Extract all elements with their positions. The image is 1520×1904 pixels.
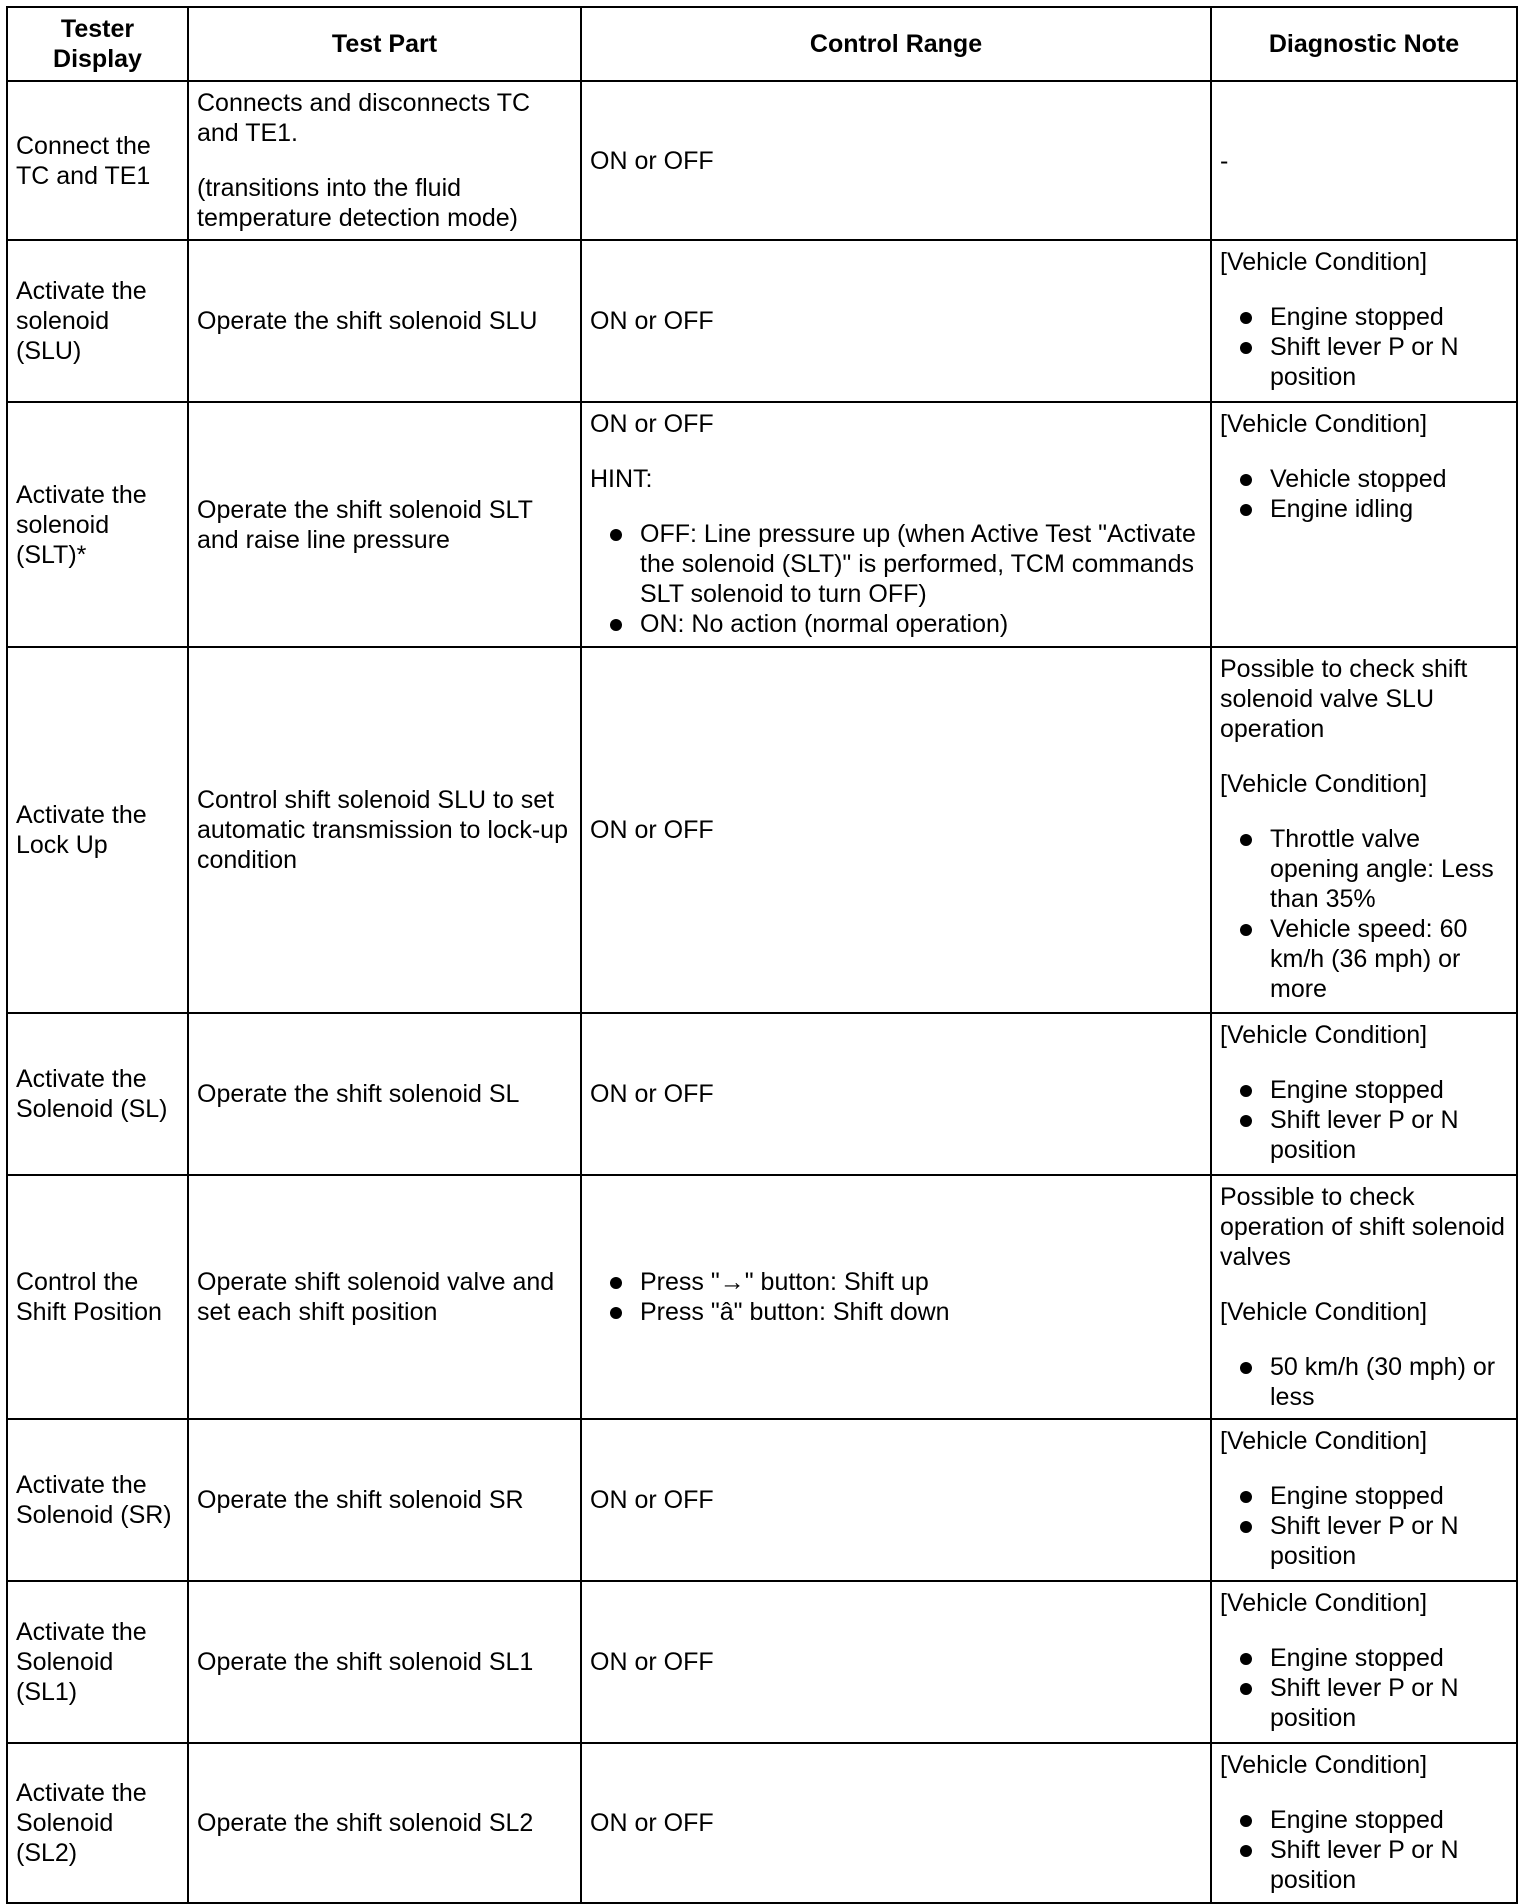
tester-display-cell: Activate the Solenoid (SR) [7,1419,188,1581]
vehicle-condition-label: [Vehicle Condition] [1220,770,1428,798]
tester-display-cell: Activate the Lock Up [7,647,188,1013]
test-part-cell [188,1743,581,1903]
control-range-value: ON or OFF [590,146,714,175]
control-range-cell [581,1175,1211,1419]
control-range-value: ON or OFF [590,1648,714,1676]
table-row-connect-the-tc-and-te1 [7,81,1517,240]
control-range-value: ON or OFF [590,410,714,438]
test-part-cell [188,402,581,647]
vehicle-condition-label: [Vehicle Condition] [1220,410,1428,438]
note-text: Possible to check operation of shift solenoid valves [1220,1183,1505,1271]
condition-bullet-item: Vehicle stopped [1220,464,1508,494]
condition-bullet-item: Shift lever P or N position [1220,1673,1508,1733]
control-range-bullet-item: ON: No action (normal operation) [590,609,1202,639]
header-control-range: Control Range [581,7,1211,81]
control-range-bullet-item: Press "â" button: Shift down [590,1297,1202,1327]
test-part-cell [188,647,581,1013]
condition-bullets [1220,1643,1508,1733]
diagnostic-note-cell [1211,1419,1517,1581]
control-range-bullets [590,519,1202,639]
tester-display-cell: Activate the solenoid (SLT)* [7,402,188,647]
diagnostic-note-cell [1211,1743,1517,1903]
condition-bullets [1220,1352,1508,1412]
control-range-bullet-item: Press "→" button: Shift up [590,1267,1202,1297]
condition-bullet-item: Engine stopped [1220,1805,1508,1835]
condition-bullets [1220,824,1508,1004]
hint-label: HINT: [590,465,653,493]
active-test-table [6,6,1518,1904]
test-part-cell [188,1175,581,1419]
tester-display-cell: Activate the solenoid (SLU) [7,240,188,402]
table-row-activate-the-solenoid-sl [7,1013,1517,1175]
vehicle-condition-label: [Vehicle Condition] [1220,1427,1428,1455]
vehicle-condition-label: [Vehicle Condition] [1220,1298,1428,1326]
table-row-activate-the-solenoid-sl2 [7,1743,1517,1903]
condition-bullet-item: Engine stopped [1220,302,1508,332]
condition-bullets [1220,464,1508,524]
control-range-cell [581,240,1211,402]
diagnostic-note-cell [1211,1581,1517,1743]
control-range-cell [581,1419,1211,1581]
control-range-cell [581,1743,1211,1903]
test-part-text: Operate the shift solenoid SLU [197,307,538,335]
header-row [7,7,1517,81]
test-part-text: Connects and disconnects TC and TE1. [197,89,531,147]
control-range-value: ON or OFF [590,1809,714,1837]
header-test-part: Test Part [188,7,581,81]
control-range-value: ON or OFF [590,816,714,844]
condition-bullet-item: Shift lever P or N position [1220,332,1508,392]
condition-bullet-item: Engine idling [1220,494,1508,524]
diagnostic-note-cell [1211,1175,1517,1419]
table-row-activate-the-solenoid-slu [7,240,1517,402]
control-range-value: ON or OFF [590,1486,714,1514]
control-range-bullet-item: OFF: Line pressure up (when Active Test "Activate the solenoid (SLT)" is performed, TCM commands SLT solenoid to turn OFF) [590,519,1202,609]
control-range-cell [581,1013,1211,1175]
test-part-text: Operate the shift solenoid SLT and raise line pressure [197,495,533,554]
note-text: Possible to check shift solenoid valve SLU operation [1220,655,1468,743]
condition-bullet-item: Throttle valve opening angle: Less than 35% [1220,824,1508,914]
condition-bullet-item: Shift lever P or N position [1220,1835,1508,1895]
test-part-cell [188,240,581,402]
condition-bullets [1220,1075,1508,1165]
control-range-cell [581,402,1211,647]
control-range-bullets [590,1267,1202,1327]
test-part-text: Operate shift solenoid valve and set each shift position [197,1268,555,1326]
diagnostic-note-cell [1211,402,1517,647]
test-part-text: Operate the shift solenoid SR [197,1486,524,1514]
test-part-text: Operate the shift solenoid SL [197,1080,520,1108]
test-part-cell [188,1581,581,1743]
test-part-cell [188,81,581,240]
condition-bullet-item: 50 km/h (30 mph) or less [1220,1352,1508,1412]
diagnostic-note-cell [1211,1013,1517,1175]
header-diagnostic-note: Diagnostic Note [1211,7,1517,81]
tester-display-cell: Activate the Solenoid (SL1) [7,1581,188,1743]
vehicle-condition-label: [Vehicle Condition] [1220,1589,1428,1617]
tester-display-cell: Connect the TC and TE1 [7,81,188,240]
test-part-text: (transitions into the fluid temperature detection mode) [197,174,519,232]
condition-bullet-item: Shift lever P or N position [1220,1105,1508,1165]
condition-bullet-item: Engine stopped [1220,1481,1508,1511]
header-tester-display: Tester Display [7,7,188,81]
tester-display-cell: Activate the Solenoid (SL) [7,1013,188,1175]
vehicle-condition-label: [Vehicle Condition] [1220,1021,1428,1049]
condition-bullet-item: Engine stopped [1220,1643,1508,1673]
control-range-cell [581,1581,1211,1743]
diagnostic-note-cell [1211,81,1517,240]
control-range-value: ON or OFF [590,307,714,335]
test-part-cell [188,1419,581,1581]
table-row-activate-the-lock-up [7,647,1517,1013]
table-row-activate-the-solenoid-sr [7,1419,1517,1581]
test-part-text: Operate the shift solenoid SL2 [197,1809,534,1837]
note-text: - [1220,146,1229,175]
condition-bullets [1220,1481,1508,1571]
control-range-cell [581,81,1211,240]
vehicle-condition-label: [Vehicle Condition] [1220,248,1428,276]
table-row-activate-the-solenoid-slt [7,402,1517,647]
table-row-activate-the-solenoid-sl1 [7,1581,1517,1743]
condition-bullet-item: Engine stopped [1220,1075,1508,1105]
vehicle-condition-label: [Vehicle Condition] [1220,1751,1428,1779]
diagnostic-note-cell [1211,240,1517,402]
test-part-text: Control shift solenoid SLU to set automatic transmission to lock-up condition [197,786,568,874]
condition-bullet-item: Shift lever P or N position [1220,1511,1508,1571]
tester-display-cell: Control the Shift Position [7,1175,188,1419]
condition-bullets [1220,1805,1508,1895]
control-range-cell [581,647,1211,1013]
test-part-cell [188,1013,581,1175]
diagnostic-note-cell [1211,647,1517,1013]
condition-bullets [1220,302,1508,392]
control-range-value: ON or OFF [590,1080,714,1108]
tester-display-cell: Activate the Solenoid (SL2) [7,1743,188,1903]
condition-bullet-item: Vehicle speed: 60 km/h (36 mph) or more [1220,914,1508,1004]
table-row-control-the-shift-position [7,1175,1517,1419]
test-part-text: Operate the shift solenoid SL1 [197,1648,534,1676]
